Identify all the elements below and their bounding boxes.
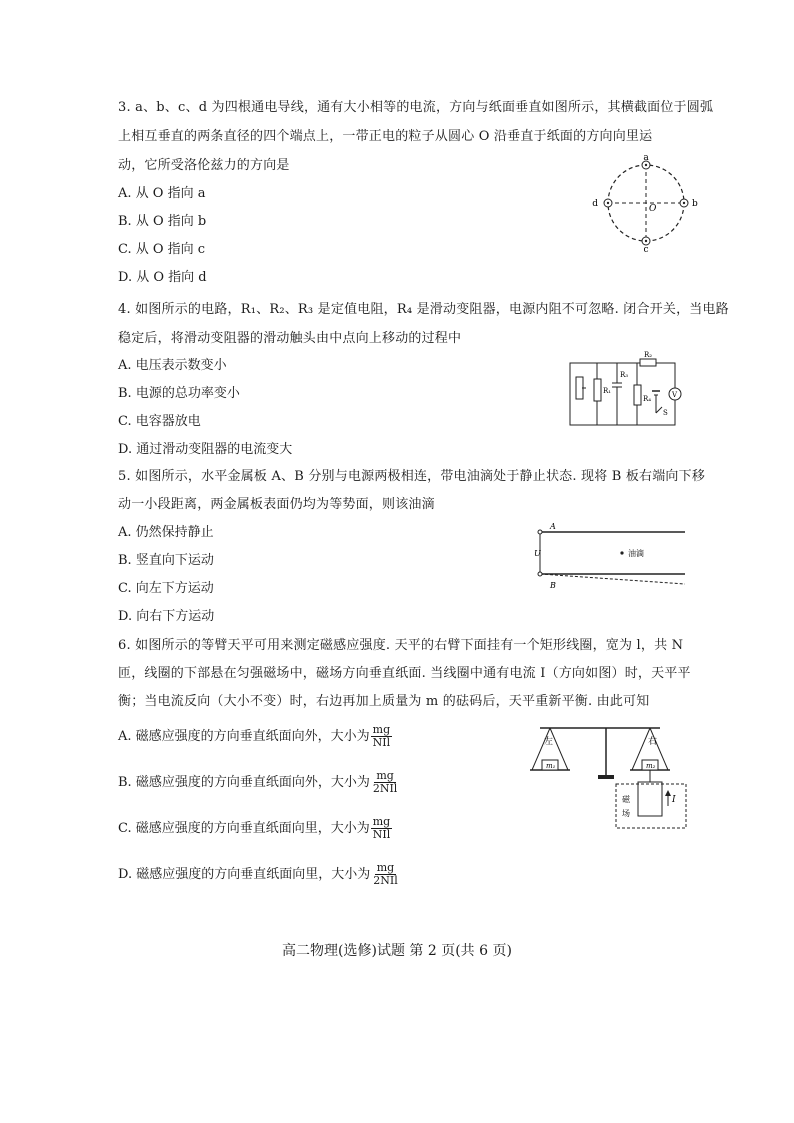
q5-label-b: B <box>550 581 556 590</box>
q3-option-d: D. 从 O 指向 d <box>118 270 207 285</box>
q6-option-c <box>118 816 392 841</box>
q5-stem-line-1: 5. 如图所示，水平金属板 A、B 分别与电源两极相连，带电油滴处于静止状态. 现将 B 板右端向下移 <box>118 469 706 484</box>
q3-stem-line-3: 动，它所受洛伦兹力的方向是 <box>118 158 290 173</box>
q3-label-c: c <box>643 245 649 255</box>
q6-label-right: 右 <box>648 737 658 747</box>
q4-option-d: D. 通过滑动变阻器的电流变大 <box>118 442 293 457</box>
q6-option-a <box>118 724 392 749</box>
q6-balance-figure <box>520 722 690 832</box>
q5-stem-line-2: 动一小段距离，两金属板表面仍均为等势面，则该油滴 <box>118 497 435 512</box>
q6-option-a-text: A. 磁感应强度的方向垂直纸面向外，大小为 <box>118 729 370 744</box>
q6-option-b-num: mg <box>376 769 394 782</box>
q6-option-d <box>118 862 400 887</box>
q3-option-a: A. 从 O 指向 a <box>118 186 206 201</box>
q4-option-c: C. 电容器放电 <box>118 414 201 429</box>
q6-label-i: I <box>672 795 676 805</box>
oil-drop-dot <box>620 551 623 554</box>
q5-option-d: D. 向右下方运动 <box>118 609 215 624</box>
q3-stem-line-1: 3. a、b、c、d 为四根通电导线，通有大小相等的电流，方向与纸面垂直如图所示，其横截面位于圆弧 <box>118 100 714 115</box>
q3-wire-circle-figure <box>592 153 698 255</box>
q4-stem-line-2: 稳定后，将滑动变阻器的滑动触头由中点向上移动的过程中 <box>118 331 462 346</box>
q6-option-b <box>118 770 399 795</box>
q6-stem-line-2: 匝，线圈的下部悬在匀强磁场中，磁场方向垂直纸面. 当线圈中通有电流 I（方向如图）时，天平平 <box>118 666 691 681</box>
q6-label-left: 左 <box>544 737 554 747</box>
q5-label-drop: 油滴 <box>628 549 644 558</box>
q4-label-r3: R₃ <box>620 371 629 379</box>
q5-option-c: C. 向左下方运动 <box>118 581 214 596</box>
q6-option-c-den: NIl <box>372 828 391 841</box>
q3-label-o: O <box>649 204 657 214</box>
q6-stem-line-3: 衡；当电流反向（大小不变）时，右边再加上质量为 m 的砝码后，天平重新平衡. 由此可知 <box>118 694 650 709</box>
q3-label-d: d <box>592 199 598 209</box>
q3-stem-line-2: 上相互垂直的两条直径的四个端点上，一带正电的粒子从圆心 O 沿垂直于纸面的方向向里运 <box>118 129 653 144</box>
q6-label-field-1: 磁 <box>622 795 630 804</box>
q6-option-b-text: B. 磁感应强度的方向垂直纸面向外，大小为 <box>118 775 370 790</box>
q4-option-b: B. 电源的总功率变小 <box>118 386 240 401</box>
q6-label-m1: m₁ <box>546 762 556 770</box>
q4-label-s: S <box>663 409 668 417</box>
q6-option-a-num: mg <box>372 723 391 736</box>
q5-label-u: U <box>534 549 541 558</box>
q6-option-d-den: 2NIl <box>373 874 398 887</box>
q6-option-d-text: D. 磁感应强度的方向垂直纸面向里，大小为 <box>118 867 371 882</box>
q6-label-field-2: 场 <box>622 809 630 818</box>
q4-label-r1: R₁ <box>603 387 612 395</box>
q3-option-b: B. 从 O 指向 b <box>118 214 207 229</box>
q4-circuit-figure <box>562 351 692 435</box>
svg-text:V: V <box>672 391 678 399</box>
q4-option-a: A. 电压表示数变小 <box>118 358 227 373</box>
q3-option-c: C. 从 O 指向 c <box>118 242 206 257</box>
q6-option-c-num: mg <box>372 815 391 828</box>
q5-option-b: B. 竖直向下运动 <box>118 553 214 568</box>
q3-label-b: b <box>692 199 698 209</box>
q6-option-c-text: C. 磁感应强度的方向垂直纸面向里，大小为 <box>118 821 370 836</box>
q4-label-r4: R₄ <box>643 395 652 403</box>
q3-label-a: a <box>643 153 649 163</box>
q6-option-b-den: 2NIl <box>372 782 398 795</box>
q4-label-r2: R₂ <box>644 351 653 359</box>
q5-label-a: A <box>550 522 556 531</box>
q6-label-m2: m₂ <box>646 762 656 770</box>
q5-option-a: A. 仍然保持静止 <box>118 525 214 540</box>
page-footer: 高二物理(选修)试题 第 2 页(共 6 页) <box>282 943 512 959</box>
q5-plates-figure <box>530 522 690 592</box>
q4-stem-line-1: 4. 如图所示的电路，R₁、R₂、R₃ 是定值电阻，R₄ 是滑动变阻器，电源内阻不可忽略. 闭合开关，当电路 <box>118 302 729 317</box>
q6-option-d-num: mg <box>376 861 395 874</box>
q6-option-a-den: NIl <box>372 736 391 749</box>
q6-stem-line-1: 6. 如图所示的等臂天平可用来测定磁感应强度. 天平的右臂下面挂有一个矩形线圈，宽为 l，共 N <box>118 638 684 653</box>
